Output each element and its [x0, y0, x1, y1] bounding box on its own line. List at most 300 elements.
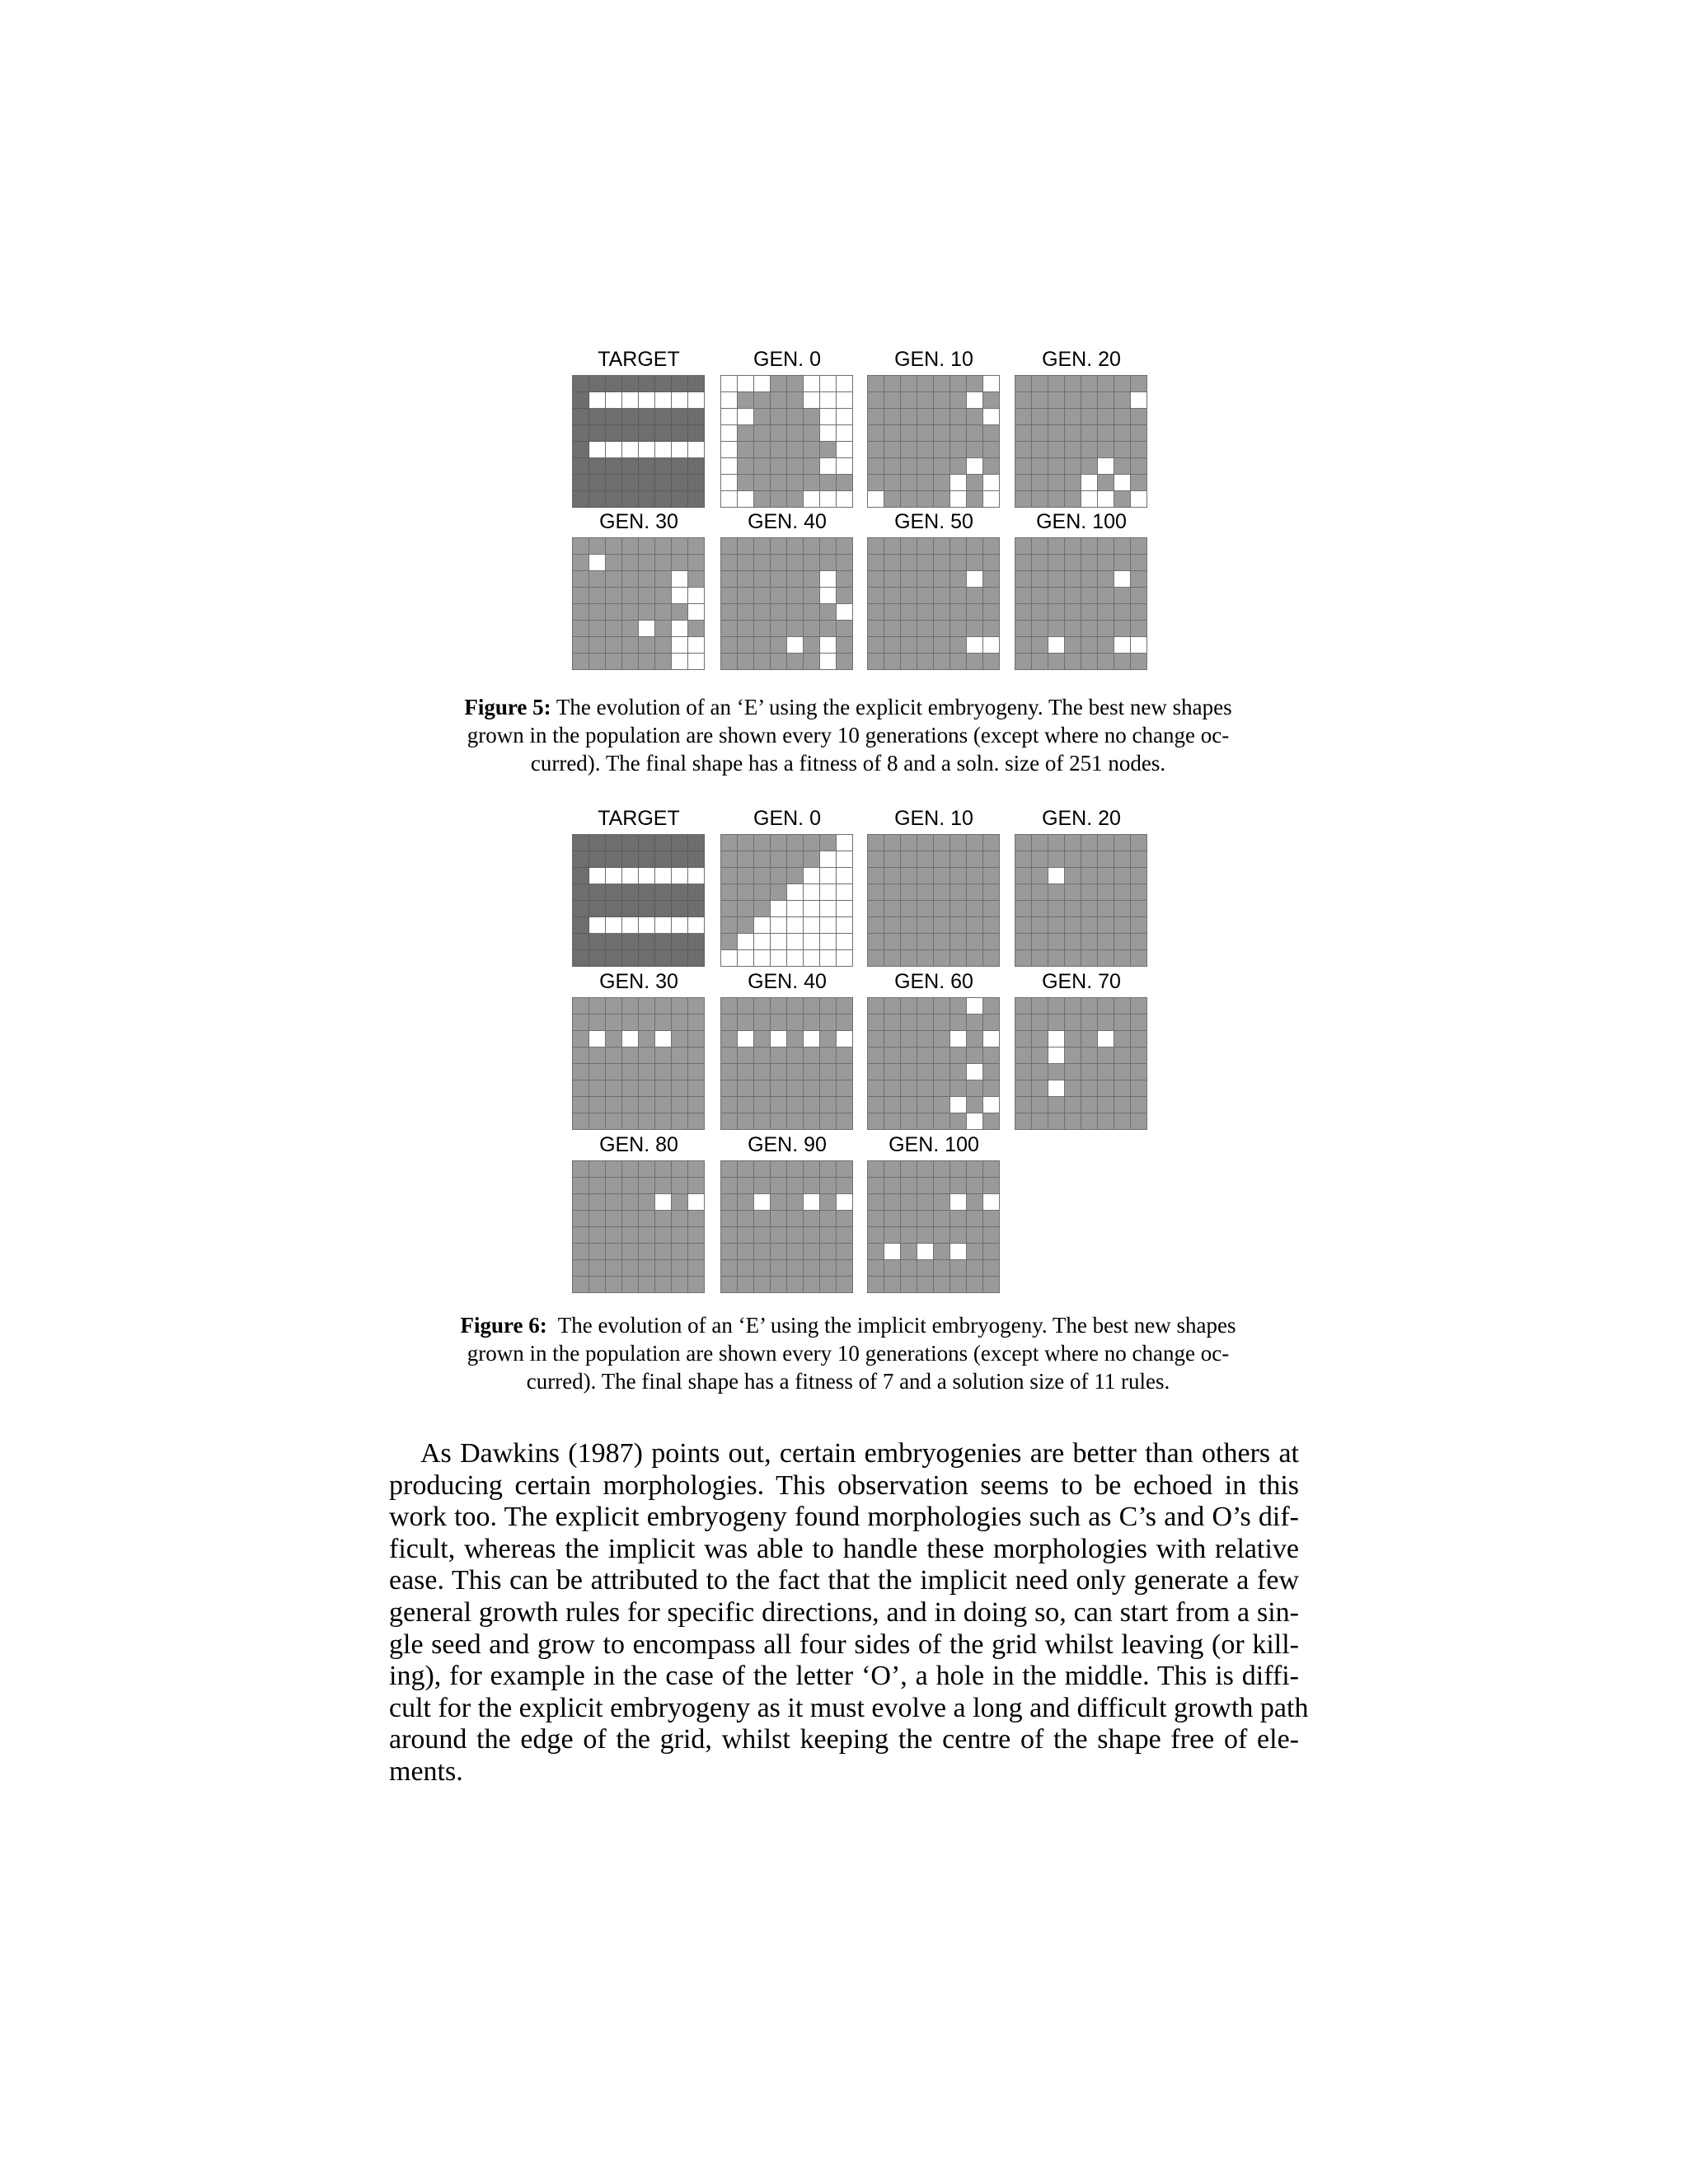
grid-cell: [983, 1080, 1000, 1097]
grid-cell: [639, 1161, 655, 1178]
grid-cell: [655, 835, 672, 851]
grid-cell: [771, 409, 787, 425]
grid-cell: [672, 571, 688, 588]
grid-cell: [804, 1113, 820, 1130]
grid-cell: [837, 1277, 853, 1293]
grid-cell: [804, 654, 820, 670]
grid-cell: [606, 555, 622, 571]
grid-cell: [950, 392, 967, 409]
grid-cell: [738, 555, 754, 571]
panel-label: GEN. 10: [894, 807, 973, 830]
grid-cell: [837, 1064, 853, 1080]
grid-cell: [1131, 458, 1147, 475]
grid-cell: [1048, 835, 1065, 851]
grid-cell: [820, 1178, 837, 1194]
grid-cell: [787, 1097, 804, 1113]
grid-cell: [1065, 409, 1081, 425]
grid-cell: [884, 1064, 901, 1080]
grid-cell: [672, 1047, 688, 1064]
grid-cell: [1015, 851, 1032, 868]
body-line: ing), for example in the case of the letter ‘O’, a hole in the middle. This is diffi-: [389, 1661, 1299, 1692]
grid-cell: [573, 1211, 589, 1227]
grid-cell: [820, 376, 837, 392]
grid-cell: [983, 998, 1000, 1015]
grid-cell: [917, 1064, 934, 1080]
grid-cell: [655, 917, 672, 934]
grid-cell: [639, 621, 655, 637]
grid-cell: [639, 1277, 655, 1293]
grid-cell: [1015, 621, 1032, 637]
body-line: around the edge of the grid, whilst keeping the centre of the shape free of ele-: [389, 1724, 1299, 1755]
grid-cell: [934, 1227, 950, 1244]
grid-cell: [573, 604, 589, 621]
grid-cell: [589, 884, 606, 901]
grid-cell: [589, 621, 606, 637]
grid-cell: [1048, 442, 1065, 458]
grid-cell: [606, 868, 622, 884]
grid-cell: [884, 1097, 901, 1113]
grid-cell: [901, 1113, 917, 1130]
grid-cell: [721, 950, 738, 967]
grid-cell: [804, 458, 820, 475]
grid-cell: [721, 621, 738, 637]
grid-cell: [639, 1080, 655, 1097]
grid-cell: [967, 1194, 983, 1211]
grid-cell: [901, 588, 917, 604]
cell-grid: [572, 1160, 705, 1293]
grid-cell: [1048, 901, 1065, 917]
grid-cell: [738, 1161, 754, 1178]
grid-cell: [754, 588, 771, 604]
grid-cell: [721, 1161, 738, 1178]
grid-cell: [1065, 637, 1081, 654]
grid-cell: [1131, 934, 1147, 950]
grid-cell: [1081, 1047, 1098, 1064]
cell-grid: [720, 834, 853, 967]
grid-cell: [721, 1194, 738, 1211]
grid-cell: [1131, 835, 1147, 851]
grid-cell: [738, 621, 754, 637]
grid-cell: [721, 588, 738, 604]
grid-cell: [820, 998, 837, 1015]
grid-cell: [934, 376, 950, 392]
grid-cell: [655, 425, 672, 442]
grid-cell: [787, 1161, 804, 1178]
grid-cell: [1048, 409, 1065, 425]
grid-cell: [950, 458, 967, 475]
grid-cell: [820, 1113, 837, 1130]
grid-cell: [967, 884, 983, 901]
grid-cell: [868, 425, 884, 442]
grid-cell: [934, 458, 950, 475]
grid-cell: [787, 538, 804, 555]
grid-cell: [837, 1211, 853, 1227]
grid-cell: [754, 851, 771, 868]
grid-cell: [606, 917, 622, 934]
grid-cell: [655, 475, 672, 491]
grid-cell: [917, 621, 934, 637]
grid-cell: [639, 1227, 655, 1244]
grid-cell: [655, 901, 672, 917]
grid-cell: [1081, 538, 1098, 555]
grid-cell: [950, 950, 967, 967]
grid-cell: [868, 884, 884, 901]
grid-cell: [983, 835, 1000, 851]
grid-cell: [837, 1080, 853, 1097]
grid-cell: [1015, 917, 1032, 934]
grid-cell: [1065, 1031, 1081, 1047]
grid-cell: [589, 538, 606, 555]
grid-cell: [1098, 1015, 1114, 1031]
grid-cell: [721, 835, 738, 851]
grid-cell: [589, 1277, 606, 1293]
grid-cell: [884, 491, 901, 508]
grid-cell: [655, 1194, 672, 1211]
grid-cell: [868, 1015, 884, 1031]
grid-cell: [606, 442, 622, 458]
grid-cell: [573, 851, 589, 868]
grid-cell: [1065, 376, 1081, 392]
grid-cell: [1015, 1047, 1032, 1064]
grid-cell: [884, 458, 901, 475]
grid-cell: [589, 1113, 606, 1130]
grid-cell: [934, 392, 950, 409]
grid-cell: [934, 1113, 950, 1130]
grid-cell: [868, 1227, 884, 1244]
grid-cell: [622, 1080, 639, 1097]
panel-label: GEN. 30: [599, 510, 678, 533]
grid-cell: [917, 1227, 934, 1244]
grid-cell: [738, 1260, 754, 1277]
grid-cell: [589, 1161, 606, 1178]
grid-cell: [901, 1211, 917, 1227]
grid-cell: [787, 425, 804, 442]
grid-cell: [688, 637, 705, 654]
grid-cell: [787, 901, 804, 917]
grid-cell: [1048, 458, 1065, 475]
grid-cell: [1131, 1047, 1147, 1064]
grid-cell: [901, 901, 917, 917]
grid-cell: [655, 950, 672, 967]
grid-cell: [804, 442, 820, 458]
grid-cell: [820, 1064, 837, 1080]
grid-cell: [950, 1080, 967, 1097]
grid-cell: [884, 901, 901, 917]
grid-cell: [804, 917, 820, 934]
grid-cell: [837, 491, 853, 508]
grid-cell: [721, 1047, 738, 1064]
grid-cell: [721, 538, 738, 555]
grid-cell: [820, 538, 837, 555]
grid-cell: [573, 458, 589, 475]
grid-cell: [967, 1113, 983, 1130]
grid-cell: [672, 1080, 688, 1097]
grid-cell: [967, 1031, 983, 1047]
grid-cell: [672, 491, 688, 508]
grid-cell: [868, 538, 884, 555]
grid-cell: [884, 998, 901, 1015]
grid-cell: [1032, 998, 1048, 1015]
grid-cell: [934, 555, 950, 571]
grid-cell: [589, 425, 606, 442]
grid-cell: [771, 1227, 787, 1244]
grid-cell: [804, 1015, 820, 1031]
grid-cell: [820, 442, 837, 458]
grid-cell: [1081, 868, 1098, 884]
grid-cell: [721, 1064, 738, 1080]
grid-cell: [934, 868, 950, 884]
grid-cell: [688, 588, 705, 604]
grid-cell: [868, 376, 884, 392]
grid-cell: [1081, 998, 1098, 1015]
grid-cell: [738, 376, 754, 392]
grid-cell: [622, 1211, 639, 1227]
grid-cell: [820, 1277, 837, 1293]
grid-cell: [868, 1113, 884, 1130]
grid-cell: [754, 538, 771, 555]
grid-cell: [820, 425, 837, 442]
grid-cell: [967, 409, 983, 425]
grid-cell: [672, 917, 688, 934]
grid-cell: [934, 621, 950, 637]
caption-text: The evolution of an ‘E’ using the implicit embryogeny. The best new shapes: [557, 1313, 1236, 1338]
grid-cell: [868, 1031, 884, 1047]
grid-cell: [804, 588, 820, 604]
grid-cell: [1065, 555, 1081, 571]
grid-cell: [589, 458, 606, 475]
grid-cell: [837, 868, 853, 884]
grid-cell: [738, 884, 754, 901]
grid-cell: [917, 1178, 934, 1194]
grid-cell: [639, 901, 655, 917]
grid-cell: [983, 1244, 1000, 1260]
grid-cell: [622, 1277, 639, 1293]
grid-cell: [787, 1211, 804, 1227]
grid-cell: [721, 1227, 738, 1244]
grid-cell: [639, 491, 655, 508]
grid-cell: [754, 884, 771, 901]
grid-cell: [804, 1080, 820, 1097]
grid-cell: [950, 604, 967, 621]
grid-cell: [688, 1047, 705, 1064]
grid-cell: [1131, 604, 1147, 621]
grid-cell: [901, 571, 917, 588]
grid-cell: [950, 901, 967, 917]
grid-cell: [1032, 621, 1048, 637]
grid-cell: [1015, 555, 1032, 571]
grid-cell: [622, 1178, 639, 1194]
grid-cell: [688, 571, 705, 588]
grid-cell: [950, 1031, 967, 1047]
grid-cell: [1114, 475, 1131, 491]
grid-cell: [901, 555, 917, 571]
grid-cell: [901, 1047, 917, 1064]
grid-cell: [721, 868, 738, 884]
grid-cell: [787, 1277, 804, 1293]
grid-cell: [672, 392, 688, 409]
grid-cell: [1098, 901, 1114, 917]
grid-cell: [837, 1260, 853, 1277]
grid-cell: [771, 538, 787, 555]
grid-cell: [655, 1227, 672, 1244]
grid-cell: [622, 934, 639, 950]
grid-cell: [787, 1047, 804, 1064]
grid-cell: [1065, 654, 1081, 670]
grid-cell: [884, 376, 901, 392]
grid-cell: [917, 376, 934, 392]
grid-cell: [967, 1064, 983, 1080]
grid-cell: [606, 1097, 622, 1113]
grid-cell: [983, 376, 1000, 392]
grid-cell: [738, 571, 754, 588]
grid-cell: [983, 637, 1000, 654]
grid-cell: [868, 409, 884, 425]
grid-cell: [771, 884, 787, 901]
grid-cell: [688, 1277, 705, 1293]
grid-cell: [1032, 950, 1048, 967]
grid-cell: [1015, 934, 1032, 950]
grid-cell: [606, 851, 622, 868]
grid-cell: [884, 654, 901, 670]
grid-cell: [639, 917, 655, 934]
grid-cell: [573, 868, 589, 884]
grid-cell: [1114, 604, 1131, 621]
grid-cell: [738, 998, 754, 1015]
grid-cell: [639, 442, 655, 458]
grid-cell: [787, 654, 804, 670]
caption-line: grown in the population are shown every 10 generations (except where no change oc-: [467, 1341, 1230, 1366]
grid-cell: [967, 637, 983, 654]
grid-cell: [884, 637, 901, 654]
panel-label: GEN. 0: [753, 807, 821, 830]
grid-cell: [967, 1015, 983, 1031]
grid-cell: [950, 884, 967, 901]
cell-grid: [867, 834, 1000, 967]
body-line: gle seed and grow to encompass all four sides of the grid whilst leaving (or kill-: [389, 1629, 1299, 1660]
grid-cell: [983, 409, 1000, 425]
grid-cell: [950, 868, 967, 884]
grid-cell: [1048, 1047, 1065, 1064]
grid-cell: [655, 1277, 672, 1293]
grid-cell: [1098, 409, 1114, 425]
grid-cell: [934, 654, 950, 670]
grid-cell: [1131, 1031, 1147, 1047]
grid-cell: [934, 1161, 950, 1178]
grid-cell: [688, 1260, 705, 1277]
grid-cell: [1098, 835, 1114, 851]
grid-cell: [655, 621, 672, 637]
grid-cell: [589, 1211, 606, 1227]
grid-cell: [1065, 884, 1081, 901]
grid-cell: [868, 1277, 884, 1293]
grid-cell: [787, 442, 804, 458]
grid-cell: [967, 604, 983, 621]
grid-cell: [1032, 868, 1048, 884]
grid-cell: [639, 637, 655, 654]
grid-cell: [983, 1031, 1000, 1047]
grid-cell: [950, 1244, 967, 1260]
grid-cell: [901, 1161, 917, 1178]
grid-cell: [1065, 621, 1081, 637]
grid-cell: [804, 1097, 820, 1113]
grid-cell: [868, 851, 884, 868]
body-line: general growth rules for specific directions, and in doing so, can start from a sin-: [389, 1596, 1299, 1628]
grid-cell: [1131, 392, 1147, 409]
grid-cell: [901, 637, 917, 654]
grid-cell: [1114, 409, 1131, 425]
grid-cell: [1065, 571, 1081, 588]
grid-cell: [771, 1277, 787, 1293]
grid-cell: [950, 1178, 967, 1194]
grid-cell: [967, 998, 983, 1015]
grid-cell: [1032, 538, 1048, 555]
grid-cell: [1131, 409, 1147, 425]
grid-cell: [1114, 654, 1131, 670]
grid-cell: [672, 604, 688, 621]
grid-cell: [950, 1211, 967, 1227]
grid-cell: [917, 571, 934, 588]
grid-cell: [983, 934, 1000, 950]
grid-cell: [573, 835, 589, 851]
grid-cell: [1098, 538, 1114, 555]
grid-cell: [804, 376, 820, 392]
grid-cell: [1098, 654, 1114, 670]
grid-cell: [884, 571, 901, 588]
grid-cell: [787, 1227, 804, 1244]
grid-cell: [934, 637, 950, 654]
grid-cell: [688, 868, 705, 884]
grid-cell: [754, 1211, 771, 1227]
grid-cell: [868, 458, 884, 475]
grid-cell: [983, 901, 1000, 917]
grid-cell: [934, 442, 950, 458]
grid-cell: [967, 491, 983, 508]
grid-cell: [1098, 1097, 1114, 1113]
grid-cell: [688, 950, 705, 967]
cell-grid: [572, 997, 705, 1130]
grid-cell: [1015, 392, 1032, 409]
grid-cell: [917, 588, 934, 604]
grid-cell: [917, 409, 934, 425]
grid-cell: [721, 1178, 738, 1194]
figure-5-caption: [391, 693, 1306, 777]
grid-cell: [721, 458, 738, 475]
grid-cell: [1032, 637, 1048, 654]
grid-cell: [917, 1161, 934, 1178]
grid-cell: [1048, 851, 1065, 868]
grid-cell: [983, 555, 1000, 571]
grid-cell: [820, 491, 837, 508]
grid-cell: [1065, 458, 1081, 475]
grid-cell: [1015, 654, 1032, 670]
grid-cell: [606, 588, 622, 604]
grid-cell: [884, 934, 901, 950]
grid-cell: [868, 917, 884, 934]
grid-cell: [672, 1064, 688, 1080]
grid-cell: [967, 1260, 983, 1277]
grid-cell: [1081, 934, 1098, 950]
grid-cell: [983, 588, 1000, 604]
grid-cell: [1032, 917, 1048, 934]
grid-cell: [820, 654, 837, 670]
grid-cell: [1114, 950, 1131, 967]
grid-cell: [804, 538, 820, 555]
grid-cell: [1015, 998, 1032, 1015]
grid-cell: [1098, 588, 1114, 604]
grid-cell: [688, 409, 705, 425]
caption-line: grown in the population are shown every 10 generations (except where no change oc-: [467, 723, 1230, 748]
grid-cell: [1081, 491, 1098, 508]
